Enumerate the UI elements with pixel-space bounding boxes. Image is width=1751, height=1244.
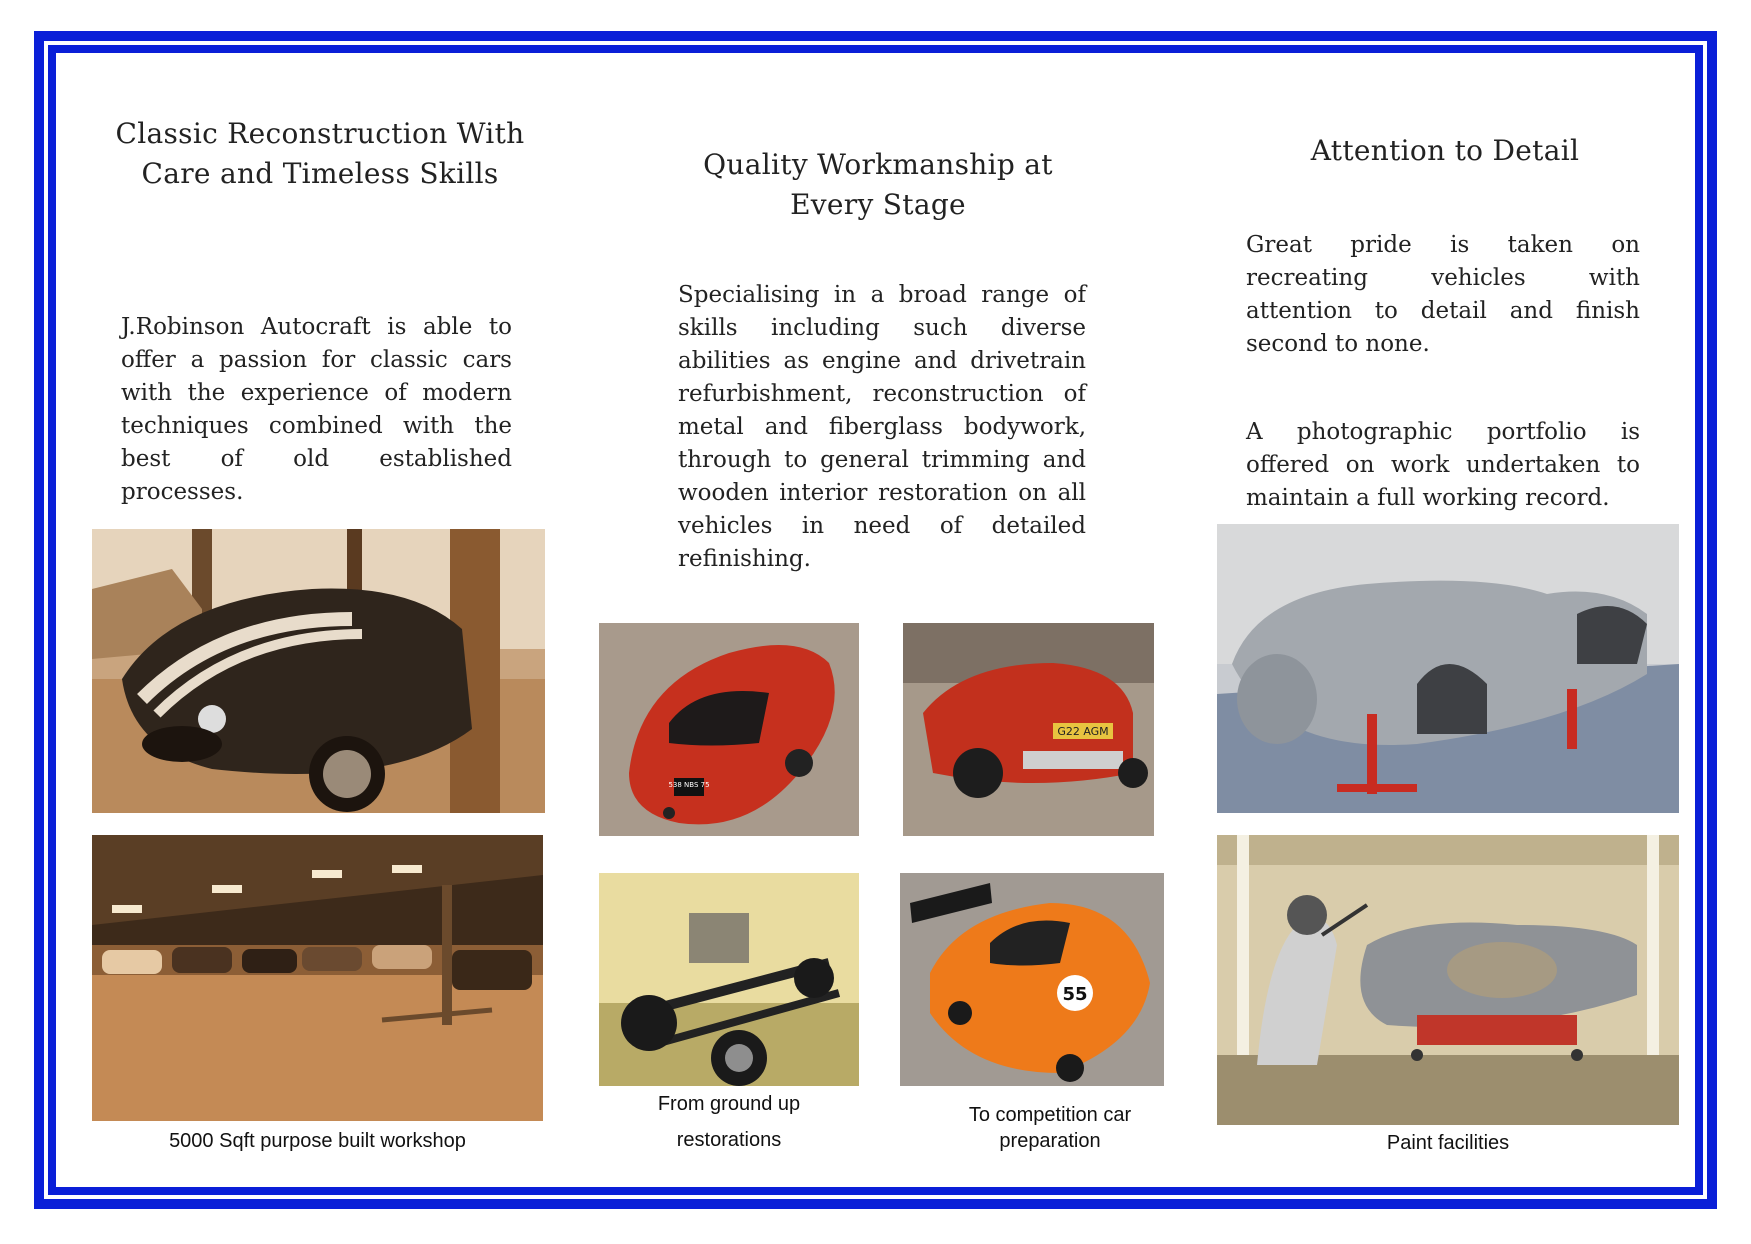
- race-car-photo: [900, 873, 1164, 1086]
- column2-heading-line2: Every Stage: [790, 188, 966, 221]
- cobra-body-shell-photo: [1217, 524, 1679, 813]
- column2-caption-right-line1: To competition car: [968, 1104, 1132, 1126]
- column2-caption-right: [920, 1102, 1180, 1154]
- gt40-photo: [903, 623, 1154, 836]
- column3-heading: Attention to Detail: [1310, 134, 1580, 167]
- column1-caption: 5000 Sqft purpose built workshop: [169, 1130, 466, 1152]
- red-gt-car-photo: [599, 623, 859, 836]
- column2-caption-left-line2: restorations: [676, 1129, 782, 1151]
- column2-caption-left-line1: From ground up: [657, 1093, 801, 1115]
- column1-heading-line1: Classic Reconstruction With: [115, 117, 525, 150]
- column1-heading-line2: Care and Timeless Skills: [141, 157, 499, 190]
- cobra-photo: [92, 529, 545, 813]
- column3-paragraph1: Great pride is taken on recreating vehicles with attention to detail and finish second to none.: [1246, 232, 1640, 357]
- column2-caption-right-line2: preparation: [999, 1130, 1101, 1152]
- column1-paragraph: J.Robinson Autocraft is able to offer a passion for classic cars with the experience of modern techniques combined with the best of old established processes.: [121, 314, 512, 505]
- column3-caption: Paint facilities: [1386, 1132, 1510, 1154]
- column2-heading-line1: Quality Workmanship at: [703, 148, 1053, 181]
- column2-heading: [658, 145, 1098, 225]
- column1-heading: [100, 114, 540, 194]
- chassis-photo: [599, 873, 859, 1086]
- paint-booth-photo: [1217, 835, 1679, 1125]
- red-car-plate: 538 NBS 75: [668, 781, 710, 789]
- race-number: 55: [1062, 984, 1088, 1005]
- column2-caption-left: [599, 1089, 859, 1155]
- workshop-photo: [92, 835, 543, 1121]
- gt40-plate: G22 AGM: [1057, 725, 1109, 738]
- column2-paragraph: Specialising in a broad range of skills including such diverse abilities as engine and drivetrain refurbishment, reconstruction of metal and fiberglass bodywork, through to general trimming and wooden interior restoration on all vehicles in need of detailed refinishing.: [678, 282, 1086, 572]
- column3-paragraph2: A photographic portfolio is offered on work undertaken to maintain a full working record.: [1246, 419, 1640, 511]
